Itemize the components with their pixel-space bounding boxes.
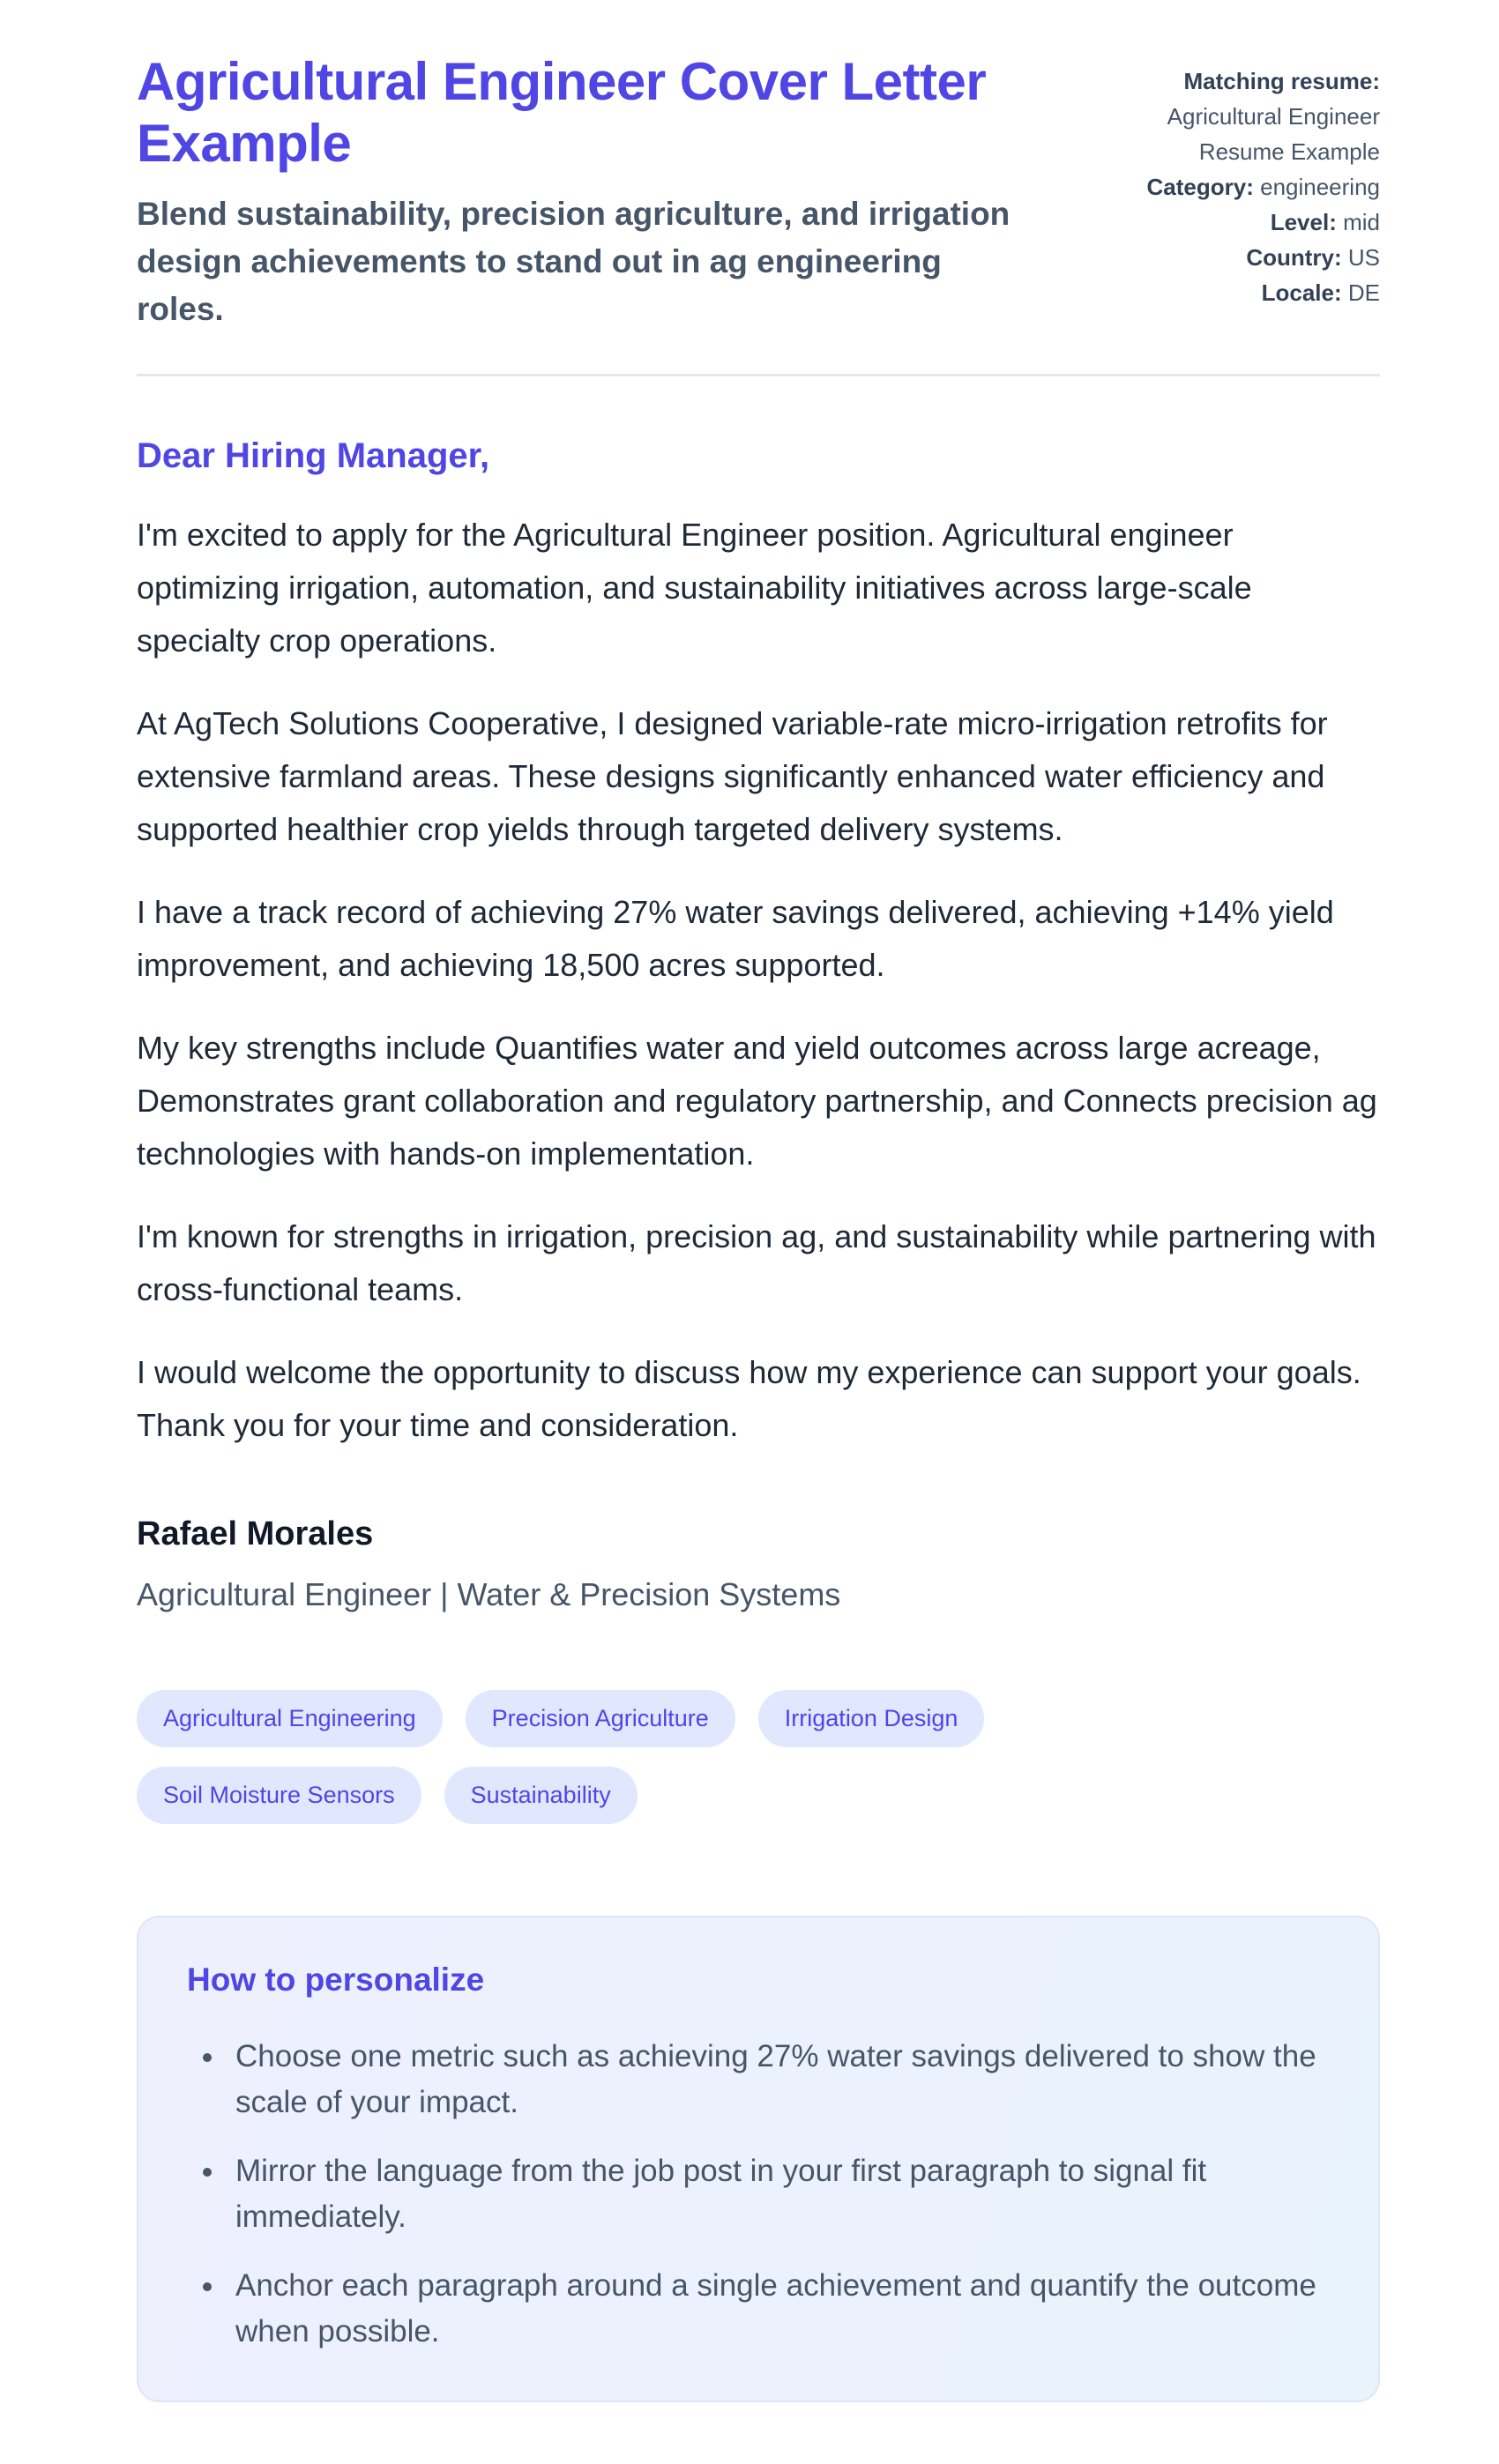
skill-tag-pill[interactable]: Irrigation Design	[758, 1690, 985, 1747]
meta-label: Category:	[1146, 174, 1254, 200]
letter-greeting: Dear Hiring Manager,	[137, 436, 490, 475]
signature-role: Agricultural Engineer | Water & Precision Systems	[137, 1576, 841, 1612]
meta-matching-resume	[1076, 63, 1380, 169]
letter-paragraphs	[137, 509, 1380, 1452]
page-header	[137, 51, 1380, 333]
page-container	[137, 0, 1380, 2464]
meta-locale	[1076, 275, 1380, 310]
tips-list-item: • Anchor each paragraph around a single achievement and quantify the outcome when possible.	[227, 2263, 1329, 2355]
skill-tag-pill[interactable]: Precision Agriculture	[466, 1690, 735, 1747]
meta-value: mid	[1343, 209, 1380, 235]
meta-value: engineering	[1260, 174, 1380, 200]
meta-label: Locale:	[1261, 279, 1342, 306]
letter-paragraph: I would welcome the opportunity to discuss how my experience can support your goals. Thank you for your time and consideration.	[137, 1354, 1361, 1443]
how-to-personalize-box	[137, 1916, 1380, 2402]
letter-paragraph: My key strengths include Quantifies water and yield outcomes across large acreage, Demonstrates grant collaboration and regulatory partnership, and Connects precision ag technologies with hands-on implementation.	[137, 1030, 1377, 1172]
skill-tag-pill[interactable]: Soil Moisture Sensors	[137, 1767, 421, 1824]
cover-letter-body	[137, 435, 1380, 2402]
signature-block	[137, 1514, 1380, 1614]
page-subtitle: Blend sustainability, precision agriculture, and irrigation design achievements to stand out in ag engineering roles.	[137, 196, 1011, 327]
letter-paragraph: I'm excited to apply for the Agricultural Engineer position. Agricultural engineer optimizing irrigation, automation, and sustainability initiatives across large-scale specialty crop operations.	[137, 517, 1252, 659]
meta-level	[1076, 205, 1380, 240]
tips-list-item: • Mirror the language from the job post in your first paragraph to signal fit immediately.	[227, 2148, 1329, 2240]
meta-category	[1076, 169, 1380, 205]
letter-paragraph: I'm known for strengths in irrigation, precision ag, and sustainability while partnering with cross-functional teams.	[137, 1218, 1376, 1307]
meta-value: DE	[1347, 279, 1380, 306]
tips-list	[187, 2034, 1330, 2355]
skill-tag-pill[interactable]: Sustainability	[444, 1767, 638, 1824]
signature-name: Rafael Morales	[137, 1515, 374, 1552]
header-title-block	[137, 51, 1036, 333]
meta-label: Level:	[1270, 209, 1337, 235]
meta-label: Country:	[1246, 244, 1342, 271]
letter-paragraph: At AgTech Solutions Cooperative, I designed variable-rate micro-irrigation retrofits for extensive farmland areas. These designs significantly enhanced water efficiency and supported healthier crop yields through targeted delivery systems.	[137, 705, 1328, 847]
skill-tag-pill[interactable]: Agricultural Engineering	[137, 1690, 443, 1747]
meta-label: Matching resume:	[1183, 68, 1380, 94]
tips-heading: How to personalize	[187, 1962, 485, 1998]
meta-value: US	[1347, 244, 1380, 271]
skill-tags	[137, 1690, 1283, 1824]
tips-list-item: • Choose one metric such as achieving 27% water savings delivered to show the scale of your impact.	[227, 2034, 1329, 2125]
letter-paragraph: I have a track record of achieving 27% water savings delivered, achieving +14% yield improvement, and achieving 18,500 acres supported.	[137, 894, 1334, 983]
resume-meta-block	[1076, 63, 1380, 310]
meta-value: Agricultural Engineer Resume Example	[1167, 103, 1380, 165]
page-title: Agricultural Engineer Cover Letter Example	[137, 52, 987, 173]
header-divider	[137, 374, 1380, 376]
meta-country	[1076, 240, 1380, 275]
